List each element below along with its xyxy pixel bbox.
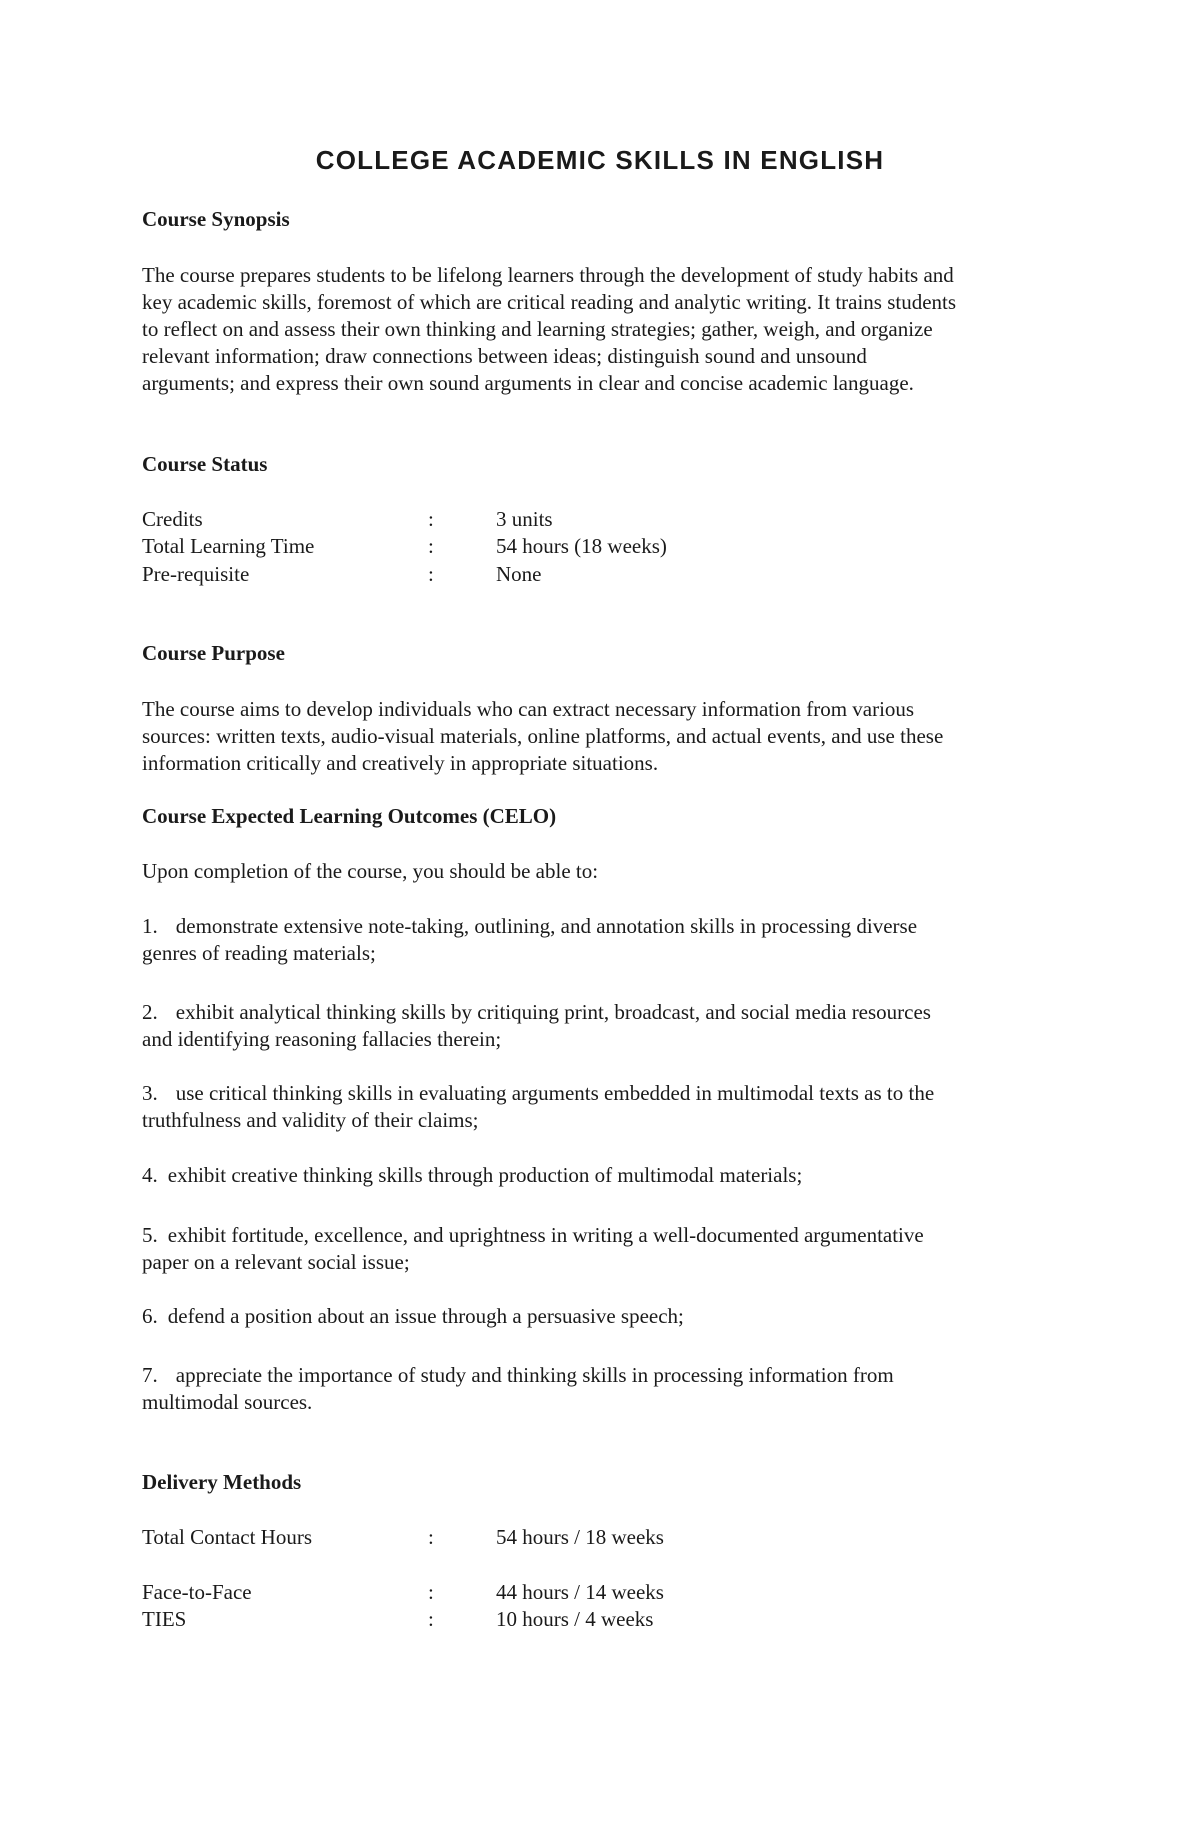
status-label-prerequisite: Pre-requisite (142, 562, 250, 586)
celo-item-text: appreciate the importance of study and thinking skills in processing information from (175, 1363, 894, 1387)
celo-item (142, 1162, 1062, 1189)
purpose-line: information critically and creatively in appropriate situations. (142, 751, 659, 775)
celo-intro: Upon completion of the course, you should be able to: (142, 859, 599, 883)
celo-item (142, 1362, 1062, 1416)
celo-item-text: use critical thinking skills in evaluating arguments embedded in multimodal texts as to the (175, 1081, 935, 1105)
celo-item-text: exhibit analytical thinking skills by critiquing print, broadcast, and social media resources (175, 1000, 931, 1024)
delivery-separator: : (428, 1607, 434, 1631)
celo-item-number: 1. (142, 914, 158, 938)
document-title: COLLEGE ACADEMIC SKILLS IN ENGLISH (315, 145, 885, 175)
delivery-label-face-to-face: Face-to-Face (142, 1580, 252, 1604)
status-separator: : (428, 507, 434, 531)
celo-item-text: demonstrate extensive note-taking, outlining, and annotation skills in processing diverse (175, 914, 918, 938)
celo-item-number: 7. (142, 1363, 158, 1387)
delivery-heading: Delivery Methods (142, 1470, 302, 1494)
celo-item-text: genres of reading materials; (142, 941, 376, 965)
celo-item-number: 4. (142, 1163, 158, 1187)
celo-item-text: exhibit fortitude, excellence, and uprightness in writing a well-documented argumentative (167, 1223, 924, 1247)
delivery-value-ties: 10 hours / 4 weeks (496, 1607, 654, 1631)
status-separator: : (428, 562, 434, 586)
celo-item-number: 2. (142, 1000, 158, 1024)
celo-item-text: defend a position about an issue through a persuasive speech; (167, 1304, 684, 1328)
celo-item-number: 5. (142, 1223, 158, 1247)
status-value-credits: 3 units (496, 507, 553, 531)
celo-item-text: paper on a relevant social issue; (142, 1250, 410, 1274)
celo-item-text: truthfulness and validity of their claims; (142, 1108, 479, 1132)
celo-item-text: exhibit creative thinking skills through production of multimodal materials; (167, 1163, 803, 1187)
celo-item-text: and identifying reasoning fallacies therein; (142, 1027, 502, 1051)
delivery-label-total: Total Contact Hours (142, 1525, 312, 1549)
synopsis-line: to reflect on and assess their own thinking and learning strategies; gather, weigh, and organize (142, 317, 933, 341)
status-separator: : (428, 534, 434, 558)
celo-item (142, 999, 1062, 1053)
celo-item (142, 1222, 1062, 1276)
synopsis-heading: Course Synopsis (142, 207, 290, 231)
delivery-value-total: 54 hours / 18 weeks (496, 1525, 664, 1549)
synopsis-line: The course prepares students to be lifelong learners through the development of study habits and (142, 263, 954, 287)
status-value-prerequisite: None (496, 562, 542, 586)
synopsis-paragraph (142, 262, 1062, 397)
celo-heading: Course Expected Learning Outcomes (CELO) (142, 804, 557, 828)
delivery-separator: : (428, 1580, 434, 1604)
celo-item (142, 1303, 1062, 1330)
synopsis-line: relevant information; draw connections between ideas; distinguish sound and unsound (142, 344, 867, 368)
purpose-line: sources: written texts, audio-visual materials, online platforms, and actual events, and use these (142, 724, 944, 748)
status-label-credits: Credits (142, 507, 203, 531)
delivery-separator: : (428, 1525, 434, 1549)
status-value-learning-time: 54 hours (18 weeks) (496, 534, 667, 558)
synopsis-line: key academic skills, foremost of which are critical reading and analytic writing. It trains students (142, 290, 957, 314)
purpose-paragraph (142, 696, 1062, 777)
celo-item (142, 1080, 1062, 1134)
delivery-label-ties: TIES (142, 1607, 187, 1631)
purpose-line: The course aims to develop individuals who can extract necessary information from various (142, 697, 915, 721)
status-heading: Course Status (142, 452, 268, 476)
purpose-heading: Course Purpose (142, 641, 285, 665)
celo-item-number: 3. (142, 1081, 158, 1105)
celo-item-text: multimodal sources. (142, 1390, 313, 1414)
celo-item-number: 6. (142, 1304, 158, 1328)
celo-item (142, 913, 1062, 967)
synopsis-line: arguments; and express their own sound arguments in clear and concise academic language. (142, 371, 914, 395)
delivery-value-face-to-face: 44 hours / 14 weeks (496, 1580, 664, 1604)
status-label-learning-time: Total Learning Time (142, 534, 315, 558)
